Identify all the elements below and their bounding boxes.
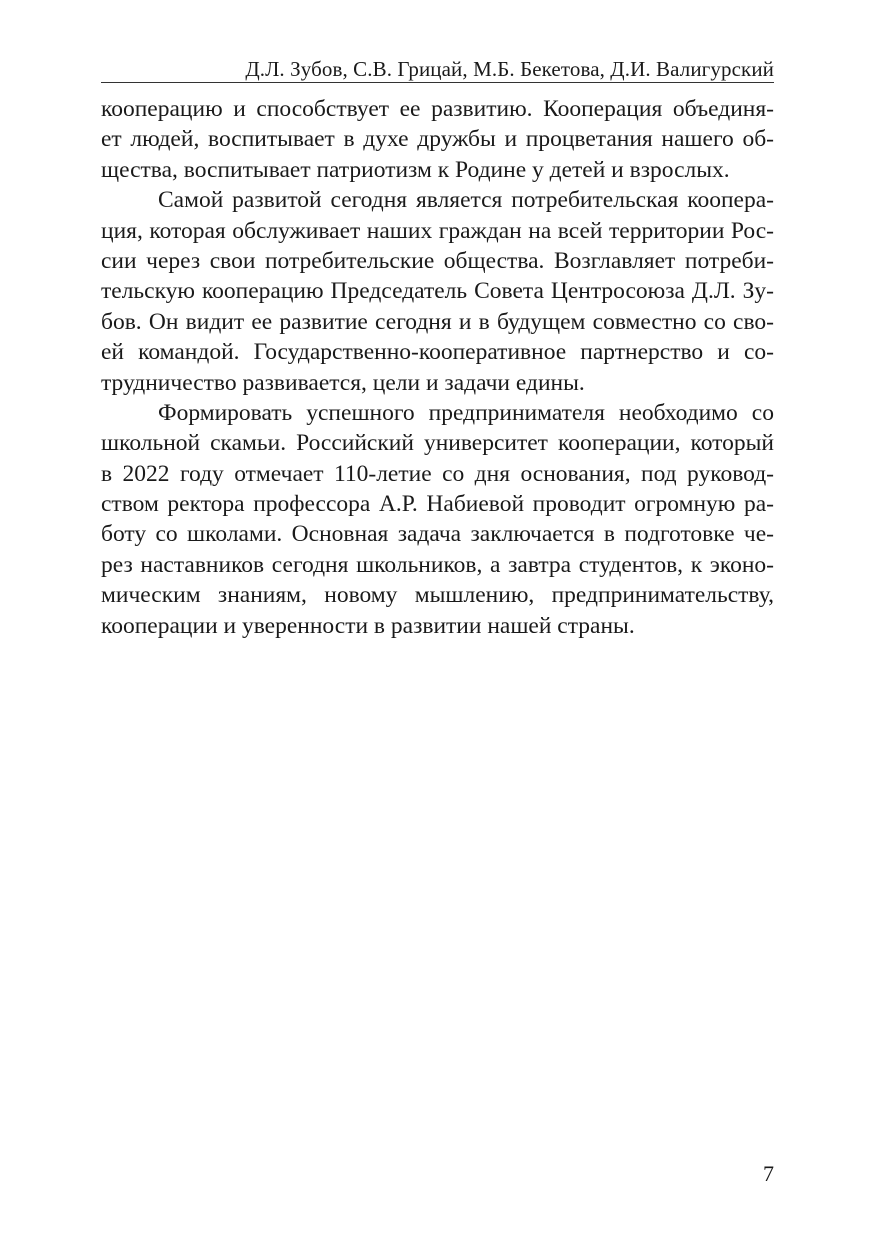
- text-line: ция, которая обслуживает наших граждан на всей территории Рос-: [101, 217, 774, 244]
- text-line: ством ректора профессора А.Р. Набиевой проводит огромную ра-: [101, 491, 774, 518]
- text-line: ет людей, воспитывает в духе дружбы и процветания нашего об-: [101, 126, 774, 153]
- text-line: Формировать успешного предпринимателя необходимо со: [158, 399, 774, 426]
- text-line: кооперации и уверенности в развитии нашей страны.: [101, 612, 635, 639]
- text-line: Самой развитой сегодня является потребительская коопера-: [158, 187, 774, 214]
- text-line: трудничество развивается, цели и задачи едины.: [101, 369, 585, 396]
- text-line: боту со школами. Основная задача заключается в подготовке че-: [101, 521, 774, 548]
- text-line: рез наставников сегодня школьников, а завтра студентов, к эконо-: [101, 551, 774, 578]
- text-line: тельскую кооперацию Председатель Совета Центросоюза Д.Л. Зу-: [101, 278, 774, 305]
- text-line: в 2022 году отмечает 110-летие со дня основания, под руковод-: [101, 460, 774, 487]
- running-header: [101, 58, 774, 83]
- text-line: щества, воспитывает патриотизм к Родине у детей и взрослых.: [101, 156, 730, 183]
- text-line: школьной скамьи. Российский университет кооперации, который: [101, 430, 774, 457]
- text-line: ей командой. Государственно-кооперативное партнерство и со-: [101, 339, 774, 366]
- text-line: мическим знаниям, новому мышлению, предпринимательству,: [101, 582, 774, 609]
- text-line: кооперацию и способствует ее развитию. Кооперация объединя-: [101, 96, 774, 122]
- body-text: [101, 94, 774, 641]
- text-line: бов. Он видит ее развитие сегодня и в будущем совместно со сво-: [101, 308, 774, 335]
- text-line: сии через свои потребительские общества. Возглавляет потреби-: [101, 247, 774, 274]
- page-number: 7: [763, 1161, 774, 1186]
- header-authors: Д.Л. Зубов, С.В. Грицай, М.Б. Бекетова, Д.И. Валигурский: [245, 57, 774, 81]
